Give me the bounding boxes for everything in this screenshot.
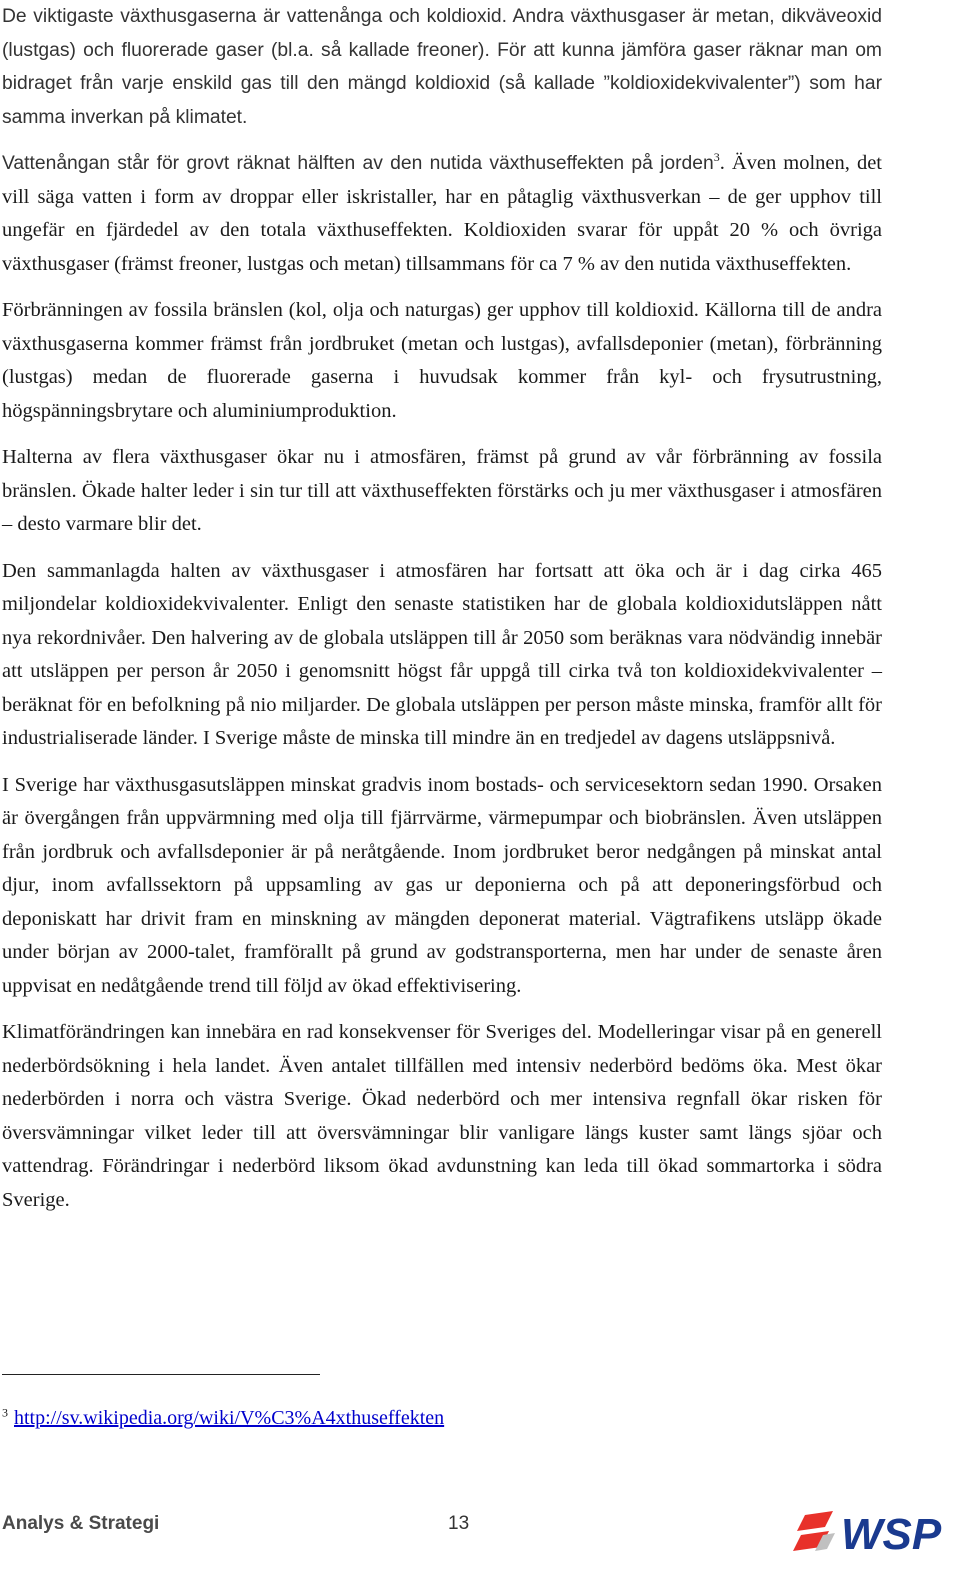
paragraph-3: Förbränningen av fossila bränslen (kol, olja och naturgas) ger upphov till koldioxid. Källorna till de andra växthusgaserna kommer främst från jordbruket (metan och lustgas), avfallsdeponier (metan), förbränning (lustgas) medan de fluorerade gaserna i huvudsak kommer från kyl- och frysutrustning, högspänningsbrytare och aluminiumproduktion. [2, 299, 882, 422]
footer-section-title: Analys & Strategi [2, 1513, 160, 1534]
wsp-logo [793, 1507, 948, 1559]
logo-stripes-icon [793, 1511, 835, 1551]
logo-wordmark: WSP [841, 1510, 942, 1559]
paragraph-5: Den sammanlagda halten av växthusgaser i atmosfären har fortsatt att öka och är i dag cirka 465 miljondelar koldioxidekvivalenter. Enligt den senaste statistiken har de globala koldioxidutsläppen nått nya rekordnivåer. Den halvering av de globala utsläppen till år 2050 som beräknas vara nödvändig innebär att utsläppen per person år 2050 i genomsnitt högst får uppgå till cirka två ton koldioxidekvivalenter – beräknat för en befolkning på nio miljarder. De globala utsläppen per person måste minska, framför allt för industrialiserade länder. I Sverige måste de minska till mindre än en tredjedel av dagens utsläppsnivå. [2, 559, 882, 749]
footnote-reference[interactable]: 3 [713, 150, 720, 165]
footnote-divider [2, 1374, 320, 1375]
paragraph-1: De viktigaste växthusgaserna är vattenånga och koldioxid. Andra växthusgaser är metan, dikväveoxid (lustgas) och fluorerade gaser (bl.a. så kallade freoner). För att kunna jämföra gaser räknar man om bidraget från varje enskild gas till den mängd koldioxid (så kallade ”koldioxidekvivalenter”) som har samma inverkan på klimatet. [2, 6, 882, 128]
paragraph-7: Klimatförändringen kan innebära en rad konsekvenser för Sveriges del. Modelleringar visar på en generell nederbördsökning i hela landet. Även antalet tillfällen med intensiv nederbörd bedöms öka. Mest ökar nederbörden i norra och västra Sverige. Ökad nederbörd och mer intensiva regnfall ökar risken för översvämningar vilket leder till att översvämningar blir vanligare längs kuster samt längs sjöar och vattendrag. Förändringar i nederbörd liksom ökad avdunstning kan leda till ökad sommartorka i södra Sverige. [2, 1021, 882, 1211]
paragraph-6: I Sverige har växthusgasutsläppen minskat gradvis inom bostads- och servicesektorn sedan 1990. Orsaken är övergången från uppvärmning med olja till fjärrvärme, värmepumpar och biobränslen. Även utsläppen från jordbruk och avfallsdeponier är på neråtgående. Inom jordbruket beror nedgången på minskat antal djur, inom avfallssektorn på uppsamling av gas ur deponierna och på att deponeringsförbud och deponiskatt har drivit fram en minskning av mängden deponerat material. Vägtrafikens utsläpp ökade under början av 2000-talet, framförallt på grund av godstransporterna, men har under de senaste åren uppvisat en nedåtgående trend till följd av ökad effektivisering. [2, 773, 882, 997]
footnote-link[interactable]: http://sv.wikipedia.org/wiki/V%C3%A4xthuseffekten [14, 1407, 445, 1429]
page-number: 13 [448, 1513, 470, 1534]
footnote-number: 3 [2, 1405, 8, 1420]
document-body [2, 0, 882, 1230]
paragraph-2 [2, 147, 882, 281]
paragraph-2-lead: Vattenångan står för grovt räknat hälften av den nutida växthuseffekten på jorden [2, 153, 714, 174]
paragraph-4: Halterna av flera växthusgaser ökar nu i atmosfären, främst på grund av vår förbränning av fossila bränslen. Ökade halter leder i sin tur till att växthuseffekten förstärks och ju mer växthusgaser i atmosfären – desto varmare blir det. [2, 446, 882, 535]
paragraph-2-body: . Även molnen, det vill säga vatten i form av droppar eller iskristaller, har en påtaglig växthusverkan – de ger upphov till ungefär en fjärdedel av den totala växthuseffekten. Koldioxiden svarar för uppåt 20 % och övriga växthusgaser (främst freoner, lustgas och metan) tillsammans för ca 7 % av den nutida växthuseffekten. [2, 152, 882, 275]
footnote [2, 1403, 444, 1433]
